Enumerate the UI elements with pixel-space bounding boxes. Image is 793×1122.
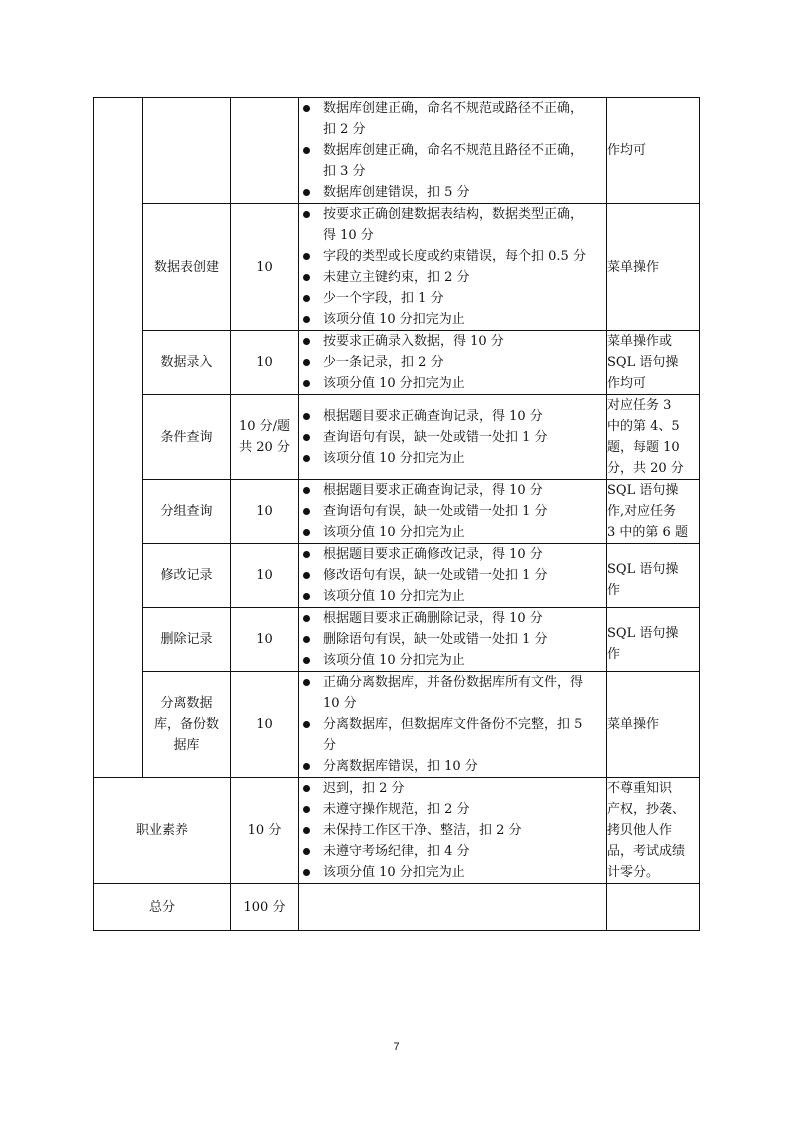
criteria-cell <box>299 480 607 544</box>
criteria-item: 迟到，扣 2 分 <box>299 778 606 799</box>
score-cell: 10 <box>231 672 299 778</box>
criteria-item: 根据题目要求正确删除记录，得 10 分 <box>299 608 606 629</box>
criteria-list <box>299 98 606 203</box>
score-cell <box>231 98 299 204</box>
criteria-item: 修改语句有误，缺一处或错一处扣 1 分 <box>299 565 606 586</box>
criteria-item: 分离数据库错误，扣 10 分 <box>299 756 606 777</box>
criteria-list <box>299 204 606 330</box>
criteria-cell <box>299 672 607 778</box>
note-cell: SQL 语句操 作 <box>607 544 700 608</box>
page-number: 7 <box>393 1041 400 1053</box>
criteria-item: 未遵守操作规范，扣 2 分 <box>299 799 606 820</box>
table-row <box>94 331 700 395</box>
item-cell: 条件查询 <box>143 395 231 480</box>
criteria-cell <box>299 608 607 672</box>
table-row <box>94 884 700 931</box>
criteria-item: 按要求正确录入数据，得 10 分 <box>299 331 606 352</box>
item-cell: 总分 <box>94 884 231 931</box>
criteria-item: 该项分值 10 分扣完为止 <box>299 448 606 469</box>
table-row <box>94 98 700 204</box>
item-cell: 分离数据 库，备份数 据库 <box>143 672 231 778</box>
table-row <box>94 672 700 778</box>
criteria-item: 正确分离数据库，并备份数据库所有文件，得 10 分 <box>299 672 606 714</box>
criteria-item: 分离数据库，但数据库文件备份不完整，扣 5 分 <box>299 714 606 756</box>
criteria-item: 未保持工作区干净、整洁，扣 2 分 <box>299 820 606 841</box>
note-cell: SQL 语句操 作 <box>607 608 700 672</box>
note-cell: 菜单操作 <box>607 672 700 778</box>
criteria-item: 查询语句有误，缺一处或错一处扣 1 分 <box>299 427 606 448</box>
scoring-table <box>93 97 700 931</box>
item-cell: 数据录入 <box>143 331 231 395</box>
criteria-item: 该项分值 10 分扣完为止 <box>299 309 606 330</box>
criteria-item: 查询语句有误，缺一处或错一处扣 1 分 <box>299 501 606 522</box>
score-cell: 100 分 <box>231 884 299 931</box>
criteria-cell <box>299 395 607 480</box>
note-cell <box>607 884 700 931</box>
table-row <box>94 204 700 331</box>
criteria-cell <box>299 98 607 204</box>
score-cell: 10 分 <box>231 778 299 884</box>
criteria-cell <box>299 778 607 884</box>
table-row <box>94 395 700 480</box>
criteria-item: 删除语句有误，缺一处或错一处扣 1 分 <box>299 629 606 650</box>
criteria-item: 少一个字段，扣 1 分 <box>299 288 606 309</box>
item-cell: 职业素养 <box>94 778 231 884</box>
criteria-item: 未遵守考场纪律，扣 4 分 <box>299 841 606 862</box>
category-cell-blank <box>94 98 143 778</box>
item-cell: 分组查询 <box>143 480 231 544</box>
score-cell: 10 分/题 共 20 分 <box>231 395 299 480</box>
criteria-list <box>299 406 606 469</box>
note-cell: 菜单操作或 SQL 语句操 作均可 <box>607 331 700 395</box>
note-cell: 不尊重知识 产权，抄袭、 拷贝他人作 品，考试成绩 计零分。 <box>607 778 700 884</box>
criteria-item: 少一条记录，扣 2 分 <box>299 352 606 373</box>
criteria-item: 根据题目要求正确查询记录，得 10 分 <box>299 406 606 427</box>
criteria-item: 该项分值 10 分扣完为止 <box>299 373 606 394</box>
criteria-list <box>299 608 606 671</box>
table-row <box>94 608 700 672</box>
score-cell: 10 <box>231 544 299 608</box>
criteria-item: 该项分值 10 分扣完为止 <box>299 862 606 883</box>
note-cell: SQL 语句操 作,对应任务 3 中的第 6 题 <box>607 480 700 544</box>
table-row <box>94 544 700 608</box>
item-cell: 数据表创建 <box>143 204 231 331</box>
criteria-list <box>299 778 606 883</box>
criteria-item: 数据库创建正确，命名不规范或路径不正确， 扣 2 分 <box>299 98 606 140</box>
note-cell: 对应任务 3 中的第 4、5 题，每题 10 分，共 20 分 <box>607 395 700 480</box>
item-cell <box>143 98 231 204</box>
item-cell: 修改记录 <box>143 544 231 608</box>
criteria-item: 该项分值 10 分扣完为止 <box>299 586 606 607</box>
score-cell: 10 <box>231 480 299 544</box>
criteria-list <box>299 544 606 607</box>
criteria-item: 按要求正确创建数据表结构，数据类型正确， 得 10 分 <box>299 204 606 246</box>
criteria-list <box>299 480 606 543</box>
score-cell: 10 <box>231 608 299 672</box>
criteria-cell <box>299 544 607 608</box>
criteria-item: 该项分值 10 分扣完为止 <box>299 522 606 543</box>
criteria-item: 该项分值 10 分扣完为止 <box>299 650 606 671</box>
item-cell: 删除记录 <box>143 608 231 672</box>
criteria-cell <box>299 884 607 931</box>
criteria-item: 字段的类型或长度或约束错误，每个扣 0.5 分 <box>299 246 606 267</box>
criteria-list <box>299 672 606 777</box>
criteria-item: 根据题目要求正确修改记录，得 10 分 <box>299 544 606 565</box>
note-cell: 作均可 <box>607 98 700 204</box>
score-cell: 10 <box>231 331 299 395</box>
table-row <box>94 480 700 544</box>
criteria-list <box>299 331 606 394</box>
table-row <box>94 778 700 884</box>
criteria-item: 数据库创建正确，命名不规范且路径不正确， 扣 3 分 <box>299 140 606 182</box>
score-cell: 10 <box>231 204 299 331</box>
criteria-cell <box>299 204 607 331</box>
note-cell: 菜单操作 <box>607 204 700 331</box>
criteria-item: 数据库创建错误，扣 5 分 <box>299 182 606 203</box>
criteria-item: 未建立主键约束，扣 2 分 <box>299 267 606 288</box>
criteria-cell <box>299 331 607 395</box>
criteria-item: 根据题目要求正确查询记录，得 10 分 <box>299 480 606 501</box>
